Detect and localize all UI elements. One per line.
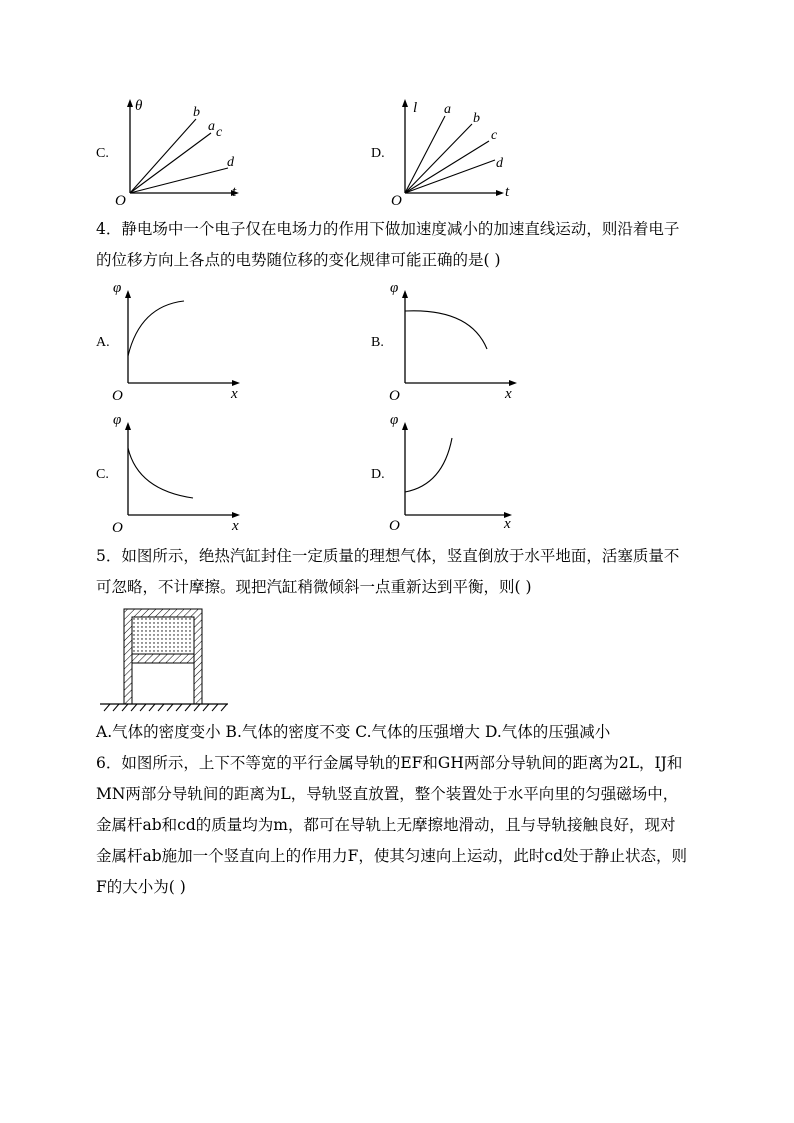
q3c-axis-y-label: θ xyxy=(135,98,143,114)
q4d-origin-label: O xyxy=(389,518,400,534)
q3d-line-c-label: c xyxy=(491,128,498,143)
q4a-origin-label: O xyxy=(112,388,123,403)
q4-option-a-graph xyxy=(108,278,248,403)
q3d-line-b-label: b xyxy=(473,111,480,126)
q4b-axis-x-label: x xyxy=(505,386,512,402)
q3c-axis-x-label: t xyxy=(232,184,237,200)
q4a-axis-y-label: φ xyxy=(113,280,122,296)
q6-text-line-2: MN两部分导轨间的距离为L，导轨竖直放置，整个装置处于水平向里的匀强磁场中， xyxy=(96,785,679,803)
q5-cylinder-diagram xyxy=(96,605,236,715)
q3d-origin-label: O xyxy=(391,193,402,209)
q4-option-c-label: C. xyxy=(96,467,109,482)
q4a-axis-x-label: x xyxy=(231,386,238,402)
q6-text-line-3: 金属杆ab和cd的质量均为m，都可在导轨上无摩擦地滑动，且与导轨接触良好，现对 xyxy=(96,816,676,834)
q4b-origin-label: O xyxy=(389,388,400,403)
q4d-axis-y-label: φ xyxy=(390,412,399,428)
q3c-line-a-label: a xyxy=(208,119,215,134)
q4c-axis-y-label: φ xyxy=(113,412,122,428)
q4-text-line-1: 4．静电场中一个电子仅在电场力的作用下做加速度减小的加速直线运动，则沿着电子 xyxy=(96,220,680,238)
q5-text-line-2: 可忽略，不计摩擦。现把汽缸稍微倾斜一点重新达到平衡，则( ) xyxy=(96,578,532,596)
q3-option-d-graph xyxy=(385,96,520,211)
q4-text-line-2: 的位移方向上各点的电势随位移的变化规律可能正确的是( ) xyxy=(96,251,501,269)
q4-option-d-graph xyxy=(385,410,525,535)
q5-options xyxy=(96,717,701,748)
q5-options-line: A.气体的密度变小 B.气体的密度不变 C.气体的压强增大 D.气体的压强减小 xyxy=(96,723,611,741)
q3d-line-a-label: a xyxy=(444,102,451,117)
q3d-axis-x-label: t xyxy=(505,184,510,200)
q4-option-c-graph xyxy=(108,410,248,535)
q6-text-line-1: 6．如图所示，上下不等宽的平行金属导轨的EF和GH两部分导轨间的距离为2L，IJ和 xyxy=(96,754,683,772)
q3c-line-d-label: d xyxy=(227,155,234,170)
q4c-axis-x-label: x xyxy=(232,518,239,534)
q3-option-c-label: C. xyxy=(96,146,109,161)
q3d-line-d-label: d xyxy=(496,156,503,171)
q4c-origin-label: O xyxy=(112,520,123,535)
q5-text-line-1: 5．如图所示，绝热汽缸封住一定质量的理想气体，竖直倒放于水平地面，活塞质量不 xyxy=(96,547,680,565)
q6-text-line-5: F的大小为( ) xyxy=(96,878,186,896)
q4-option-b-graph xyxy=(385,278,525,403)
q4-question-text xyxy=(96,214,701,276)
q3-option-d-label: D. xyxy=(371,146,385,161)
q3c-line-b-label: b xyxy=(193,105,200,120)
q3d-axis-y-label: l xyxy=(413,100,418,116)
q6-question-text xyxy=(96,748,701,903)
q5-question-text xyxy=(96,541,701,603)
q4-option-a-label: A. xyxy=(96,335,110,350)
q3c-line-c-label: c xyxy=(216,125,223,140)
q6-text-line-4: 金属杆ab施加一个竖直向上的作用力F，使其匀速向上运动，此时cd处于静止状态，则 xyxy=(96,847,688,865)
q4-option-d-label: D. xyxy=(371,467,385,482)
q4-option-b-label: B. xyxy=(371,335,384,350)
q4b-axis-y-label: φ xyxy=(390,280,399,296)
q3c-origin-label: O xyxy=(115,193,126,209)
q3-option-c-graph xyxy=(110,96,245,211)
q4d-axis-x-label: x xyxy=(504,516,511,532)
